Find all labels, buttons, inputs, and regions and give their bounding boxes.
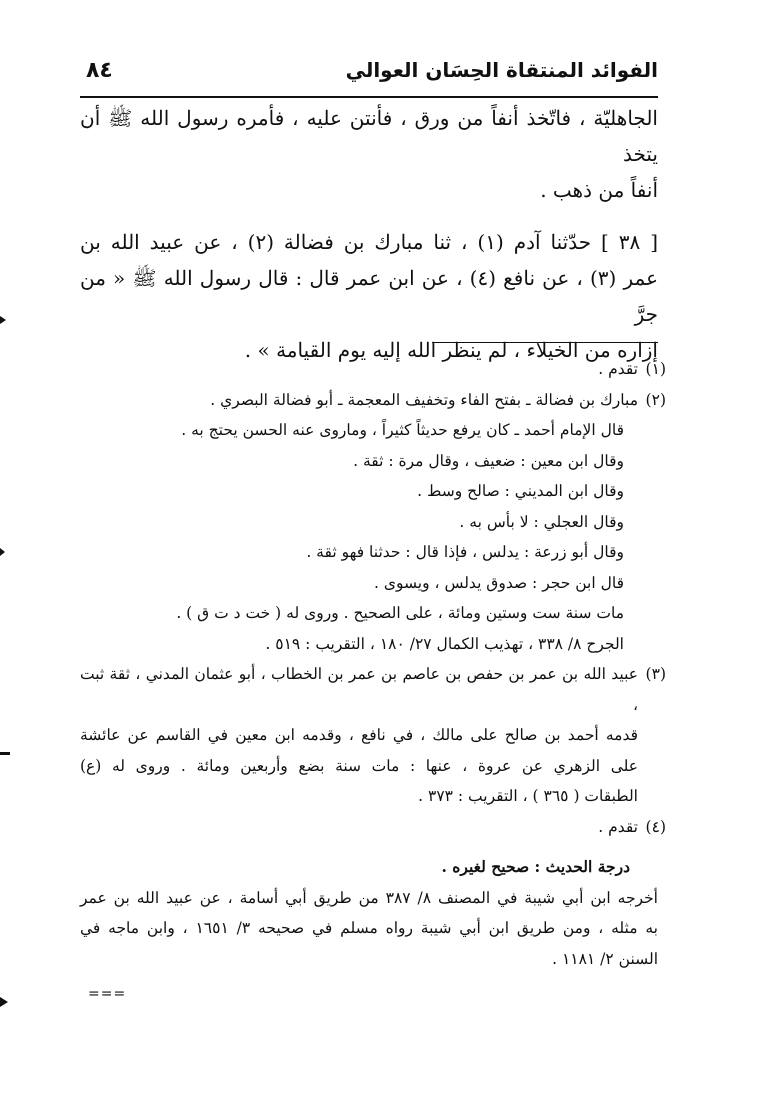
footnote-line: قال ابن حجر : صدوق يدلس ، ويسوى . (373, 573, 624, 592)
footnote-line: وقال العجلي : لا بأس به . (459, 512, 624, 531)
grade-line: السنن ٢/ ١١٨١ . (552, 949, 658, 968)
footnote-line: وقال ابن معين : ضعيف ، وقال مرة : ثقة . (353, 451, 624, 470)
footnote-separator (432, 342, 658, 343)
footnote-line: وقال أبو زرعة : يدلس ، فإذا قال : حدثنا فهو ثقة . (306, 543, 624, 561)
footnote-line: وقال ابن المديني : صالح وسط . (417, 482, 624, 500)
hadith-grade (80, 852, 658, 974)
book-title: الفوائد المنتقاة الحِسَان العوالي (345, 58, 658, 82)
footnote-number: (٣) (645, 665, 666, 683)
footnote-1 (80, 354, 666, 385)
text-line: أنفاً من ذهب . (540, 178, 658, 202)
footnote-line: على الزهري عن عروة ، عنها : مات سنة بضع وأربعين ومائة . وروى له (ع) (80, 756, 638, 775)
footnote-line: الطبقات ( ٣٦٥ ) ، التقريب : ٣٧٣ . (418, 787, 638, 805)
footnote-2 (80, 385, 666, 660)
footnote-line: عبيد الله بن عمر بن حفص بن عاصم بن عمر بن الخطاب ، أبو عثمان المدني ، ثقة ثبت ، (80, 665, 638, 714)
running-header (80, 52, 658, 98)
footnote-line: مات سنة ست وستين ومائة ، على الصحيح . وروى له ( خت د ت ق ) . (176, 604, 624, 622)
text-line: إزاره من الخيلاء ، لم ينظر الله إليه يوم القيامة » . (244, 338, 658, 362)
scan-edge-mark (0, 752, 10, 755)
text-line: عمر (٣) ، عن نافع (٤) ، عن ابن عمر قال : قال رسول الله ﷺ « من جرَّ (80, 266, 659, 326)
main-text (80, 100, 658, 368)
grade-title: درجة الحديث : صحيح لغيره . (441, 857, 630, 876)
footnote-3 (80, 659, 666, 812)
footnotes (80, 354, 666, 842)
grade-line: به مثله ، ومن طريق ابن أبي شيبة رواه مسلم في صحيحه ٣/ ١٦٥١ ، وابن ماجه في (80, 919, 658, 937)
scan-edge-mark (0, 316, 6, 324)
footnote-number: (٤) (645, 817, 666, 836)
end-mark: === (88, 986, 127, 1002)
scan-edge-mark (0, 548, 5, 556)
footnote-line: قدمه أحمد بن صالح على مالك ، في نافع ، وقدمه ابن معين في القاسم عن عائشة (80, 726, 638, 744)
paragraph-continuation (80, 100, 658, 208)
footnote-line: الجرح ٨/ ٣٣٨ ، تهذيب الكمال ٢٧/ ١٨٠ ، التقريب : ٥١٩ . (265, 634, 624, 653)
footnote-number: (١) (645, 360, 666, 378)
grade-line: أخرجه ابن أبي شيبة في المصنف ٨/ ٣٨٧ من طريق أبي أسامة ، عن عبيد الله بن عمر (80, 888, 658, 907)
footnote-line: تقدم . (598, 360, 638, 378)
hadith-paragraph (80, 224, 658, 368)
scan-edge-mark (0, 997, 8, 1007)
footnote-number: (٢) (645, 390, 666, 409)
footnote-4 (80, 812, 666, 843)
footnote-line: مبارك بن فضالة ـ بفتح الفاء وتخفيف المعجمة ـ أبو فضالة البصري . (210, 390, 638, 409)
text-line: [ ٣٨ ] حدّثنا آدم (١) ، ثنا مبارك بن فضالة (٢) ، عن عبيد الله بن (80, 230, 658, 254)
page-number: ٨٤ (86, 58, 113, 83)
footnote-line: تقدم . (598, 817, 638, 836)
text-line: الجاهليّة ، فاتّخذ أنفاً من ورق ، فأنتن عليه ، فأمره رسول الله ﷺ أن يتخذ (80, 106, 658, 166)
footnote-line: قال الإمام أحمد ـ كان يرفع حديثاً كثيراً ، وماروى عنه الحسن يحتج به . (181, 421, 624, 439)
